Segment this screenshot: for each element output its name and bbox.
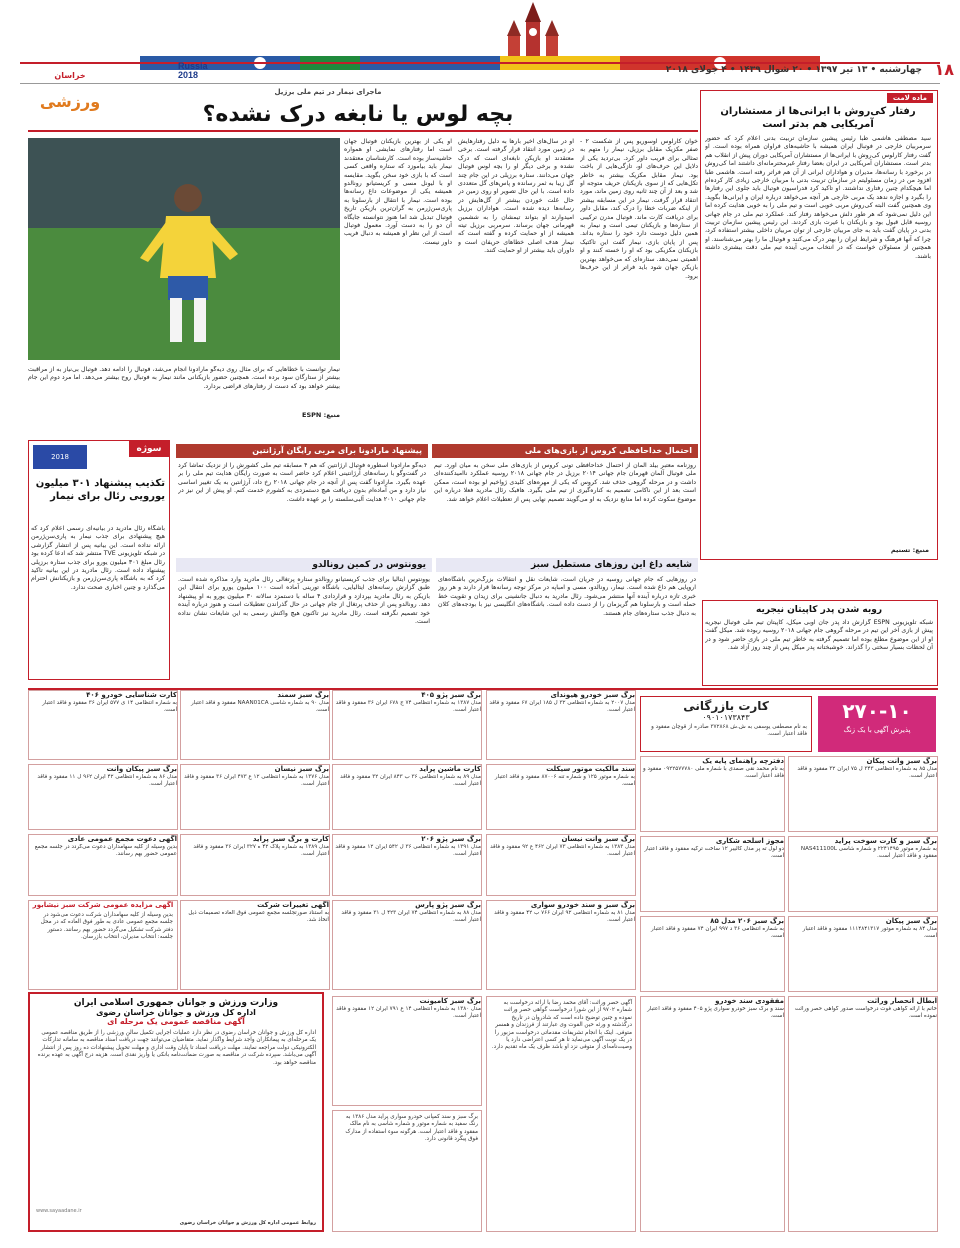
ad-title: برگ سبز وانت نیسان (561, 835, 635, 843)
ad-title: مجوز اسلحه شکاری (715, 837, 784, 845)
ad-slot-22 (788, 996, 938, 1232)
promo-number: ۲۷۰-۱۰ (842, 699, 912, 723)
ad-slot-10 (180, 764, 330, 830)
ad-body: مدل ۸۶ به شماره انتظامی ۴۲ ایران ۹۶۲ ل ۱۱ مفقود و فاقد اعتبار است. (37, 774, 177, 788)
card-banner-phone: ۰۹۰۱۰۱۷۳۸۴۳ (702, 713, 750, 722)
article-kicker: ماجرای نیمار در تیم ملی برزیل (274, 88, 382, 96)
date-line: چهارشنبه • ۱۳ تیر ۱۳۹۷ • ۲۰ شوال ۱۴۳۹ • ۴ جولای ۲۰۱۸ (665, 65, 922, 75)
ad-slot-2 (788, 756, 938, 832)
ad-title: برگ سبز پژو پارس (415, 901, 481, 909)
ad-body: به شماره انتظامی ۳۶ د ۹۹۷ ایران ۷۴ مفقود و فاقد اعتبار است. (651, 926, 784, 940)
ad-body: بدین وسیله از کلیه سهامداران دعوت می‌گردد در جلسه مجمع عمومی حضور بهم رسانند. (34, 844, 177, 858)
ad-body: مدل ۸۸ به شماره انتظامی ۷۴ ایران ۴۲۳ ل ۳۱ مفقود و فاقد اعتبار است. (341, 910, 481, 924)
ad-title: برگ سبز خودرو هیوندای (550, 691, 635, 699)
ad-title: کارت شناسایی خودرو ۴۰۶ (86, 691, 177, 699)
ad-slot-13 (640, 836, 785, 912)
ad-slot-7 (28, 764, 178, 830)
stars-story (436, 558, 698, 686)
ad-title: کارت ماشین پراید (419, 765, 481, 773)
promo-banner (818, 696, 936, 752)
ad-body: مدل ۸۹ به شماره انتظامی ۳۶ ب ۸۴۳ ایران ۳۲ مفقود و فاقد اعتبار است. (340, 774, 481, 788)
nigeria-body: شبکه تلویزیونی ESPN گزارش داد پدر جان اوبی میکل، کاپیتان تیم ملی فوتبال نیجریه پیش از بازی آخر این تیم در مرحله گروهی جام جهانی ۲۰۱۸ روسیه ربوده شد. میکل گفت او از این موضوع مطلع بوده اما تصمیم گرفته به خاطر تیم ملی در بازی حاضر شود و در آن لحظات بسیار سختی را گذراند. خوشبختانه پدر میکل پس از چند روز آزاد شد. (705, 619, 933, 652)
sooze-body: باشگاه رئال مادرید در بیانیه‌ای رسمی اعلام کرد که هیچ پیشنهادی برای جذب نیمار به پاری‌سن‌ژرمن ارائه نداده است. این بیانیه پس از انتشار گزارشی در شبکه تلویزیونی TVE منتشر شد که ادعا کرده بود رئال مبلغ ۳۰۱ میلیون یورو برای جذب ستاره برزیلی پیشنهاد داده است. رئال مادرید در این بیانیه تاکید کرد که به باشگاه پاری‌سن‌ژرمن و بازیکنانش احترام می‌گذارد و چنین اخباری صحت ندارد. (31, 525, 165, 591)
promo-sub: پذیرش آگهی با یک زنگ (843, 726, 911, 734)
title-rule (28, 130, 698, 132)
ad-body: به شماره انتظامی ۱۴ ی ۵۷۷ ایران ۳۶ مفقود و فاقد اعتبار است. (42, 700, 177, 714)
ad-title: دفترچه راهنمای پایه یک (702, 757, 784, 765)
kroos-title: احتمال خداحافظی کروس از بازی‌های ملی (432, 444, 698, 458)
left-notice-body: بدین وسیله از کلیه سهامداران شرکت دعوت می‌شود در جلسه مجمع عمومی عادی به طور فوق العاده که در محل دفتر شرکت تشکیل می‌گردد حضور بهم رسانند. دستور جلسه: انتخاب مدیران، انتخاب بازرسان. (40, 912, 173, 941)
article-col-2: او در سال‌های اخیر بارها به دلیل رفتارهایش در زمین مورد انتقاد قرار گرفته است. برخی معتقدند او بازیکن نابغه‌ای است که درک نشده و برخی دیگر او را بچه لوس فوتبال جهان می‌دانند. ستاره برزیلی در این جام چند گل زیبا به ثمر رسانده و پاس‌های گل متعددی داده است. با این حال تصویر او روی زمین در حال غلت خوردن بیشتر از گل‌هایش در رسانه‌ها دیده شده است. هواداران برزیل امیدوارند او بتواند تیمشان را به ششمین قهرمانی جهان برساند. سرمربی برزیل تیته همیشه از او حمایت کرده و گفته است که نیمار هدف اصلی خطاهای حریفان است و داوران باید بیشتر از او حمایت کنند. (458, 138, 574, 255)
ad-slot-12 (486, 764, 636, 830)
ad-slot-23 (332, 996, 482, 1106)
article-title: بچه لوس یا نابغه درک نشده؟ (202, 102, 514, 127)
ad-title: آگهی تغییرات شرکت (257, 901, 329, 909)
notice-block-low-body: برگ سبز و سند کمپانی خودرو سواری پراید مدل ۱۳۸۶ به رنگ سفید به شماره موتور و شماره شاسی به نام مالک مفقود و فاقد اعتبار است. هرگونه سوء استفاده از مدارک فوق پیگرد قانونی دارد. (345, 1114, 478, 1143)
stars-body: در روزهایی که جام جهانی روسیه در جریان است، شایعات نقل و انتقالات بزرگ‌ترین باشگاه‌های اروپایی هم داغ شده است. نیمار، رونالدو، مسی و امباپه در مرکز توجه رسانه‌ها قرار دارند و هر روز خبری تازه درباره آینده آنها منتشر می‌شود. رئال مادرید به دنبال جانشینی برای زیدان و تقویت خط حمله است و بارسلونا هم گریزمان را از دست داده است. باشگاه‌های انگلیسی نیز با بودجه‌های کلان به دنبال جذب ستاره‌های جام هستند. (438, 576, 696, 617)
player-illustration (28, 138, 340, 360)
ad-body: مدل ۱۳۹۱ به شماره انتظامی ۳۶ ل ۵۴۲ ایران ۱۲ مفقود و فاقد اعتبار است. (335, 844, 481, 858)
ad-body: مدل ۱۳۸۹ به شماره پلاک ۴۲ ه ۳۲۷ ایران ۳۶ مفقود و فاقد اعتبار است. (193, 844, 329, 858)
ad-body: به شماره موتور ۲۲۴۱۴۹۵ و شماره شاسی NAS411100L مفقود و فاقد اعتبار است. (800, 846, 937, 860)
kroos-body: روزنامه معتبر بیلد آلمان از احتمال خداحافظی تونی کروس از بازی‌های ملی سخن به میان آورد. تیم ملی فوتبال آلمان قهرمان جام جهانی ۲۰۱۴ برزیل در جام جهانی ۲۰۱۸ روسیه عملکرد ناامیدکننده‌ای داشت و در مرحله گروهی حذف شد. کروس که یکی از مهره‌های کلیدی ژواخیم لو بوده است، ممکن است بعد از این ناکامی تصمیم به کناره‌گیری از تیم ملی بگیرد. هافبک رئال مادرید فعلا درباره این موضوع سکوت کرده اما منابع نزدیک به او می‌گویند تصمیم نهایی پس از تعطیلات اعلام خواهد شد. (434, 462, 696, 503)
side-story-kicker: ماده لامت (887, 93, 933, 103)
left-notice-title: آگهی مزایده عمومی شرکت سبز نیشابور (32, 901, 174, 909)
side-story-source: منبع: تسنیم (890, 546, 929, 554)
sooze-box (28, 440, 170, 680)
ad-body: مدل ۹۰ به شماره شاسی NAAN01CA مفقود و فاقد اعتبار است. (190, 700, 329, 714)
side-story-title: رفتار کی‌روش با ایرانی‌ها از مستشاران آمریکایی هم بدتر است (720, 106, 916, 130)
event-badge: Russia 2018 (178, 61, 208, 80)
ad-title: سند مالکیت موتور سیکلت (546, 765, 635, 773)
ad-slot-21 (788, 916, 938, 992)
ad-body: خانم با ارائه گواهی فوت درخواست صدور گواهی حصر وراثت نموده است. (794, 1006, 937, 1020)
big-notice (28, 992, 324, 1232)
ad-slot-8 (180, 690, 330, 760)
stars-title: شایعه داغ این روزهای مستطیل سبز (436, 558, 698, 572)
ad-slot-18 (332, 900, 482, 990)
ad-slot-19 (486, 900, 636, 990)
nigeria-story (702, 600, 938, 686)
big-notice-sub2: آگهی مناقصه عمومی یک مرحله ای (107, 1017, 245, 1026)
big-notice-sub: اداره کل ورزش و جوانان خراسان رضوی (96, 1008, 256, 1017)
ad-title: برگ سبز پیکان (885, 917, 937, 925)
neymar-photo (28, 138, 340, 360)
ad-body: دو لول ته پر مدل کالیبر ۱۲ ساخت ترکیه مفقود و فاقد اعتبار است. (644, 846, 784, 860)
ad-title: آگهی دعوت مجمع عمومی عادی (67, 835, 177, 843)
ad-title: برگ سبز کامیونت (419, 997, 481, 1005)
ad-title: برگ سبز سمند (277, 691, 329, 699)
notice-block-mid (486, 996, 636, 1232)
notice-block-low (332, 1110, 482, 1232)
ad-body: مدل ۸۴ به شماره موتور ۱۱۱۴۸۴۱۳۱۷ مفقود و فاقد اعتبار است. (802, 926, 937, 940)
ronaldo-body: یوونتوس ایتالیا برای جذب کریستیانو رونالدو ستاره پرتغالی رئال مادرید وارد مذاکره شده است. طبق گزارش رسانه‌های ایتالیایی، باشگاه تورینی آماده است ۱۰۰ میلیون یورو برای انتقال این بازیکن به رئال مادرید بپردازد و قراردادی ۴ ساله با دستمزد سالانه ۳۰ میلیون یورو به او پیشنهاد دهد. رونالدو پس از حذف پرتغال از جام جهانی در حال گذراندن تعطیلات است و هنوز درباره آینده خود تصمیم نگرفته است. رئال مادرید نیز تاکنون هیچ واکنش رسمی به این شایعات نشان نداده است. (178, 576, 430, 626)
big-notice-title: وزارت ورزش و جوانان جمهوری اسلامی ایران (73, 998, 279, 1008)
ad-title: برگ سبز و کارت سوخت پراید (834, 837, 937, 845)
ad-slot-3 (788, 836, 938, 912)
argentina-title: پیشنهاد مارادونا برای مربی رایگان آرژانتین (176, 444, 428, 458)
ad-body: به نام محمد نقی صمدی با شماره ملی ۰۹۲۲۵۷۷۷۸۰ مفقود و فاقد اعتبار است. (642, 766, 784, 780)
big-notice-footer2: روابط عمومی اداره کل ورزش و جوانان خراسان رضوی (179, 1220, 316, 1226)
ad-slot-4 (486, 690, 636, 760)
ad-title: برگ سبز پژو ۲۰۶ (421, 835, 481, 843)
ronaldo-story (176, 558, 432, 686)
ad-title: مفقودی سند خودرو (715, 997, 784, 1005)
logo-sub: خراسان (54, 71, 86, 80)
card-banner-title: کارت بازرگانی (683, 699, 769, 713)
logo-text: ورزشی (39, 92, 101, 111)
ad-title: برگ سبز نیسان (274, 765, 329, 773)
photo-caption: نیمار توانست با خطاهایی که برای مثال روی دیه‌گو مارادونا انجام می‌شد، فوتبال را ادامه دهد. فوتبال بی‌نیاز به از مراقبت بیشتر از ستارگان سود برده است. همچنین حضور بازیکنانی مانند نیمار به فوتبال روح بیشتر می‌دهد. اما مرد دوم این جام بیشتر خواهد بود که دست از رفتارهای قراضی بردارد. (28, 366, 340, 390)
ad-title: برگ سبز ۲۰۶ مدل ۸۵ (710, 917, 784, 925)
argentina-story (176, 444, 428, 552)
ad-title: کارت و برگ سبز پراید (252, 835, 329, 843)
ad-slot-16 (180, 834, 330, 896)
world-cup-2018-badge: 2018 (33, 445, 87, 469)
ad-slot-14 (486, 834, 636, 896)
ad-body: مدل ۱۳۸۷ به شماره انتظامی ۷۴ ج ۶۷۸ ایران ۳۶ مفقود و فاقد اعتبار است. (335, 700, 481, 714)
side-story-body: سید مصطفی هاشمی طبا رئیس پیشین سازمان تربیت بدنی اعلام کرد که حضور سرمربیان خارجی در فوتبال ایران همیشه با حاشیه‌های فراوان همراه بوده است. او گفت رفتار کارلوس کی‌روش با ایرانی‌ها از مستشاران آمریکایی دوران پیش از انقلاب هم بدتر است. مستشاران آمریکایی در ایران بعضا رفتار غیرمحترمانه‌ای داشتند اما کی‌روش در برخورد با رسانه‌ها، مدیران و هواداران ایرانی از آن هم فراتر رفته است. هاشمی طبا افزود من در زمان مسئولیتم در سازمان تربیت بدنی با مربیان خارجی زیادی کار کرده‌ام اما هیچکدام چنین رفتاری نداشتند. او تاکید کرد فدراسیون فوتبال باید جلوی این رفتارها را بگیرد و اجازه ندهد یک مربی خارجی هر آنچه می‌خواهد درباره ایران و ایرانی‌ها بگوید. وی همچنین گفت البته کی‌روش مربی خوبی است و تیم ملی را به خوبی هدایت کرده اما این دلیل نمی‌شود که هر طور دلش می‌خواهد رفتار کند. عملکرد تیم ملی در جام جهانی روسیه قابل قبول بود و بازیکنان با غیرت بازی کردند. این رئیس پیشین سازمان تربیت بدنی در پایان گفت باید به جای مربیان خارجی از توان مربیان داخلی بیشتر استفاده کرد، چرا که آنها فرهنگ و شرایط ایران را بهتر درک می‌کنند و فوتبال ما را بهتر می‌شناسند. او همچنین از مسئولان خواست که در انتخاب مربی آینده تیم ملی دقت بیشتری داشته باشند. (705, 135, 931, 260)
ronaldo-title: یوونتوس در کمین رونالدو (176, 558, 432, 572)
left-notice (28, 900, 178, 990)
notice-block-mid-body: آگهی حصر وراثت: آقای محمد رضا با ارائه درخواست به شماره ۹۷۰۲ از این شورا درخواست گواهی حصر وراثت نموده و چنین توضیح داده است که شادروان در تاریخ درگذشته و ورثه حین الفوت وی عبارتند از فرزندان و همسر متوفی. اینک با انجام تشریفات مقدماتی درخواست مزبور را در یک نوبت آگهی می‌نماید تا هر کسی اعتراضی دارد یا وصیت‌نامه‌ای از متوفی نزد او باشد ظرف یک ماه تقدیم دارد. (491, 1000, 632, 1051)
article-col-1: خوان کارلوس اوسوریو پس از شکست ۲ - صفر مکزیک مقابل برزیل، نیمار را متهم به تمثالی برای فریب داور کرد. بی‌تردید یکی از دلایل این حرف‌های او، تازگی‌هایی از باخت بود. نیمار مقابل مکزیک بیشتر به خاطر تکل‌هایی که از سوی بازیکنان حریف متوجه او شد و بعد از آن چند ثانیه روی زمین ماند، مورد انتقاد قرار گرفت. نیمار در این مسابقه بیشتر از اینکه ضربات خطا را درک کند، مقابل داور برای دریافت کارت ماند. فوتبال مدرن ترکیبی از ستاره‌ها و بازیکنان تیمی است و نیمار به همین دلیل دوست دارد خود را ستاره بداند. پس از پایان بازی، نیمار گفت این تاکتیک بازیکنان مکزیکی بود که او را خسته کنند و او اهمیتی نمی‌دهد. ستاره‌ای که می‌خواهد بهترین بازیکن جهان شود باید فراتر از این حرف‌ها برود. (580, 138, 698, 280)
ad-body: مدل ۱۳۸۳ به شماره انتظامی ۷۳ ایران ۴۶۲ ع ۹۲ مفقود و فاقد اعتبار است. (490, 844, 635, 858)
card-banner-sub: به نام مصطفی یوسفی به ش.ش ۳۷۲۸۶۸ صادره از قوچان مفقود و فاقد اعتبار است. (651, 724, 807, 738)
ad-slot-5 (332, 690, 482, 760)
ad-body: مدل ۸۵ به شماره انتظامی ۳۴۳ ل ۷۵ ایران ۳۲ مفقود و فاقد اعتبار است. (797, 766, 937, 780)
ad-title: برگ سبز وانت پیکان (866, 757, 937, 765)
ad-title: ابطال انحصار وراثت (867, 997, 937, 1005)
side-story (700, 90, 938, 560)
section-logo (30, 60, 110, 111)
ad-body: به استناد صورتجلسه مجمع عمومی فوق العاده تصمیمات ذیل اتخاذ شد. (188, 910, 329, 924)
ad-body: مدل ۱۳۷۶ به شماره انتظامی ۱۲ ع ۴۷۳ ایران ۳۶ مفقود و فاقد اعتبار است. (184, 774, 329, 788)
ad-slot-9 (28, 834, 178, 896)
ad-body: مدل ۲۰۰۷ به شماره انتظامی ۳۲ ل ۱۸۵ ایران ۶۷ مفقود و فاقد اعتبار است. (489, 700, 635, 714)
ad-title: برگ سبز پیکان وانت (106, 765, 177, 773)
ad-body: به شماره موتور ۱۲۵ و شماره تنه ۸۷۰۰۶ مفقود و فاقد اعتبار است. (494, 774, 635, 788)
big-notice-body: اداره کل ورزش و جوانان خراسان رضوی در نظر دارد عملیات اجرایی تکمیل سالن ورزشی را از طریق مناقصه عمومی یک مرحله‌ای به پیمانکاران واجد شرایط واگذار نماید. متقاضیان می‌توانند جهت دریافت اسناد مناقصه به سامانه تدارکات الکترونیکی دولت مراجعه نمایند. مهلت دریافت اسناد تا پایان وقت اداری و مهلت تحویل پیشنهادات ده روز پس از انتشار آگهی می‌باشد. سپرده شرکت در مناقصه به صورت ضمانت‌نامه بانکی یا واریز نقدی است. هزینه درج آگهی به عهده برنده مناقصه خواهد بود. (37, 1030, 316, 1066)
photo-credit: منبع: ESPN (302, 411, 340, 419)
ad-slot-24 (640, 996, 785, 1232)
nigeria-title: روبه شدن پدر کاپیتان نیجریه (755, 605, 882, 615)
ad-slot-15 (332, 834, 482, 896)
big-notice-footer: www.sayaadane.ir (36, 1208, 82, 1214)
page-number: ۱۸ (934, 60, 954, 79)
card-banner (640, 696, 812, 752)
ad-slot-17 (180, 900, 330, 990)
article-col-3: او یکی از بهترین بازیکنان فوتبال جهان است اما رفتارهای نمایشی او همواره حاشیه‌ساز بوده است. کارشناسان معتقدند نیمار باید بیاموزد که ستاره واقعی کسی است که با بازی خود سخن بگوید. مقایسه او با لیونل مسی و کریستیانو رونالدو همیشه یکی از موضوعات داغ رسانه‌ها بوده است. نیمار با انتقال از بارسلونا به پاری‌سن‌ژرمن به گران‌ترین بازیکن تاریخ فوتبال تبدیل شد اما هنوز نتوانسته جایگاه آن دو را به دست آورد. معمول فوتبال است از این نظر او همیشه به دنبال فریب داور نیست. (344, 138, 452, 246)
argentina-body: دیه‌گو مارادونا اسطوره فوتبال آرژانتین که هم ۴ مسابقه تیم ملی کشورش را از نزدیک تماشا کرد در گفت‌وگو با رسانه‌های آرژانتینی اعلام کرد حاضر است به صورت رایگان هدایت تیم ملی را بر عهده بگیرد. مارادونا گفت پس از آنچه در جام جهانی ۲۰۱۸ رخ داد، آرژانتین به یک تغییر اساسی نیاز دارد و من آماده‌ام بدون دریافت هیچ دستمزدی به کشورم خدمت کنم. او پیش از این نیز در جام جهانی ۲۰۱۰ هدایت آلبی‌سلسته را بر عهده داشت. (178, 462, 426, 503)
ad-body: سند و برگ سبز خودرو سواری پژو ۴۰۵ مفقود و فاقد اعتبار است. (647, 1006, 784, 1020)
ad-body: مدل ۱۳۸۰ به شماره انتظامی ۱۴ ع ۷۹۱ ایران ۱۲ مفقود و فاقد اعتبار است. (336, 1006, 481, 1020)
kroos-story (432, 444, 698, 552)
classifieds-section (28, 688, 938, 1238)
ad-slot-20 (640, 916, 785, 992)
ad-slot-1 (640, 756, 785, 832)
ad-title: برگ سبز و سند خودرو سواری (530, 901, 635, 909)
ad-slot-11 (332, 764, 482, 830)
ad-body: مدل ۸۱ به شماره انتظامی ۹۲ ایران ۷۶۶ ب ۴۲ مفقود و فاقد اعتبار است. (494, 910, 635, 924)
ad-title: برگ سبز پژو ۴۰۵ (421, 691, 481, 699)
sooze-label: سوژه (129, 441, 169, 457)
sooze-title: تکذیب پیشنهاد ۳۰۱ میلیون یورویی رئال برای نیمار (35, 478, 165, 502)
ad-slot-6 (28, 690, 178, 760)
